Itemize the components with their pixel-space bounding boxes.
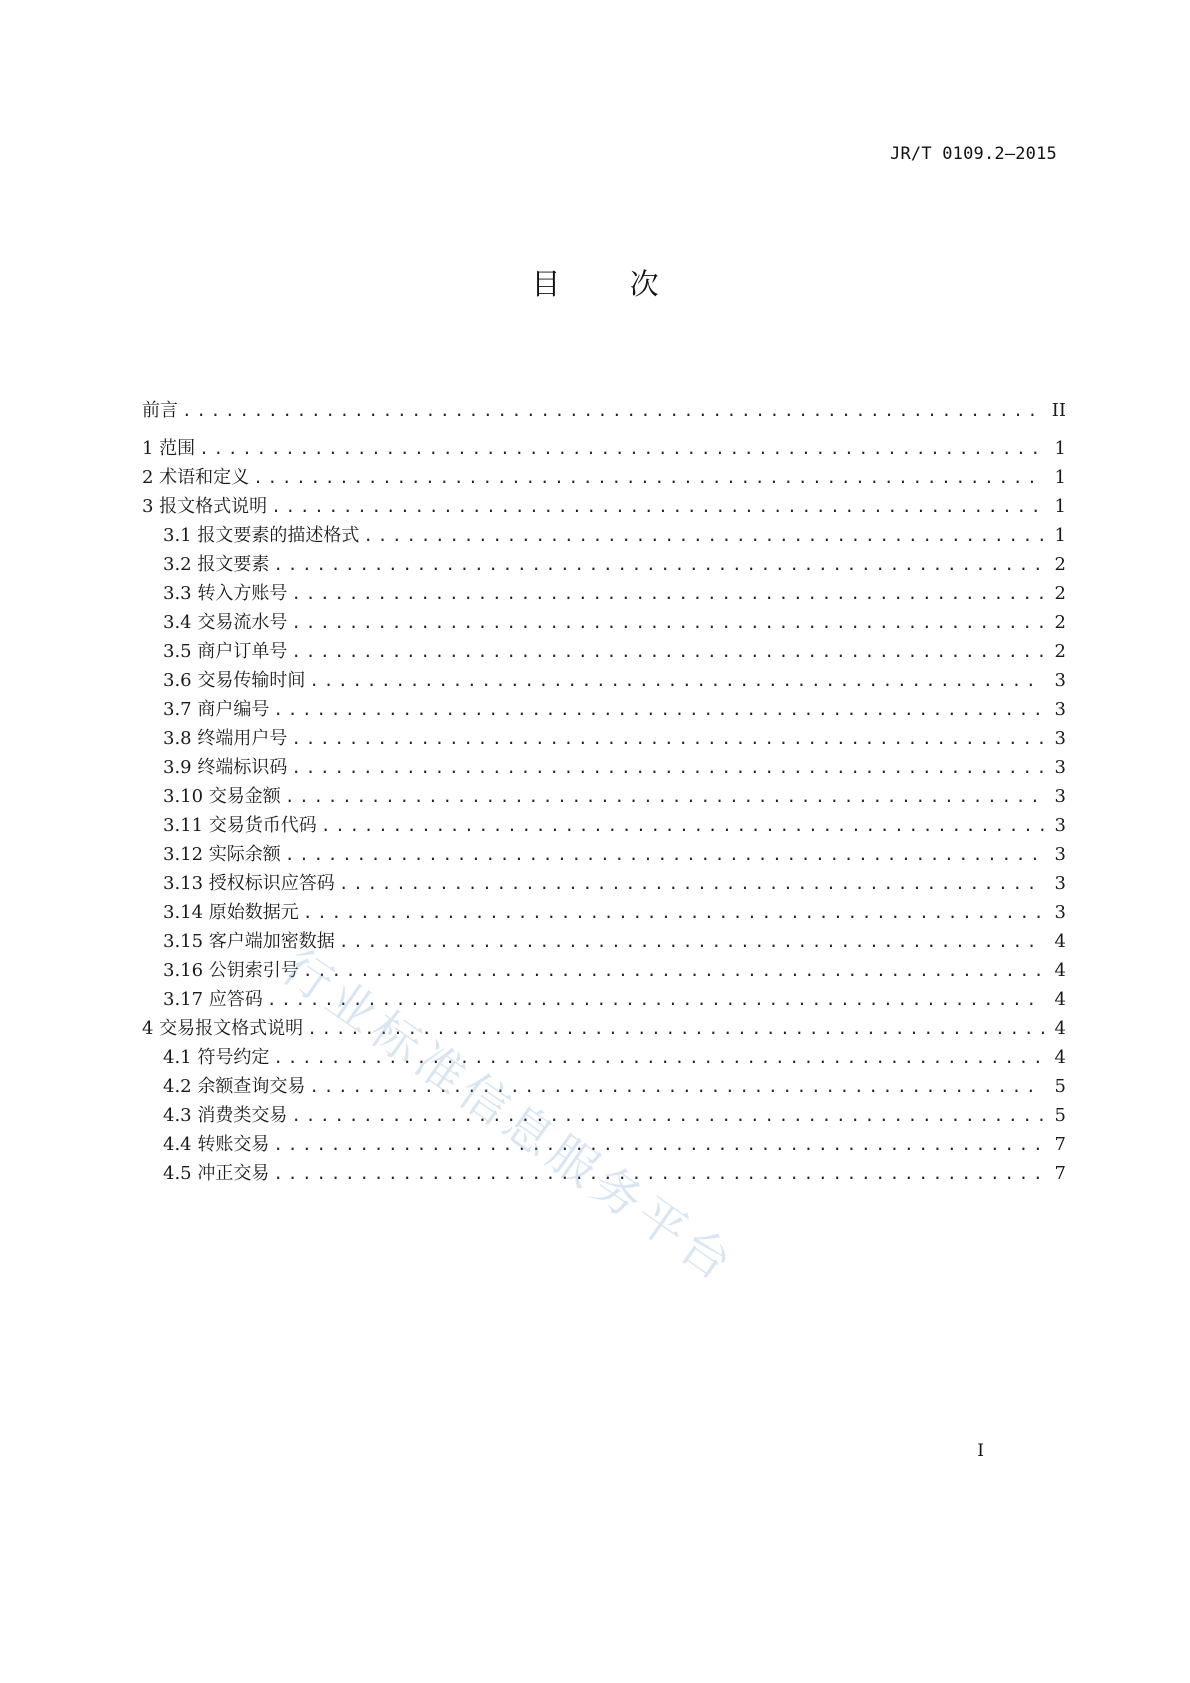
toc-entry-page: 3 bbox=[1054, 844, 1066, 865]
toc-entry[interactable] bbox=[142, 1014, 1066, 1044]
toc-entry-page: 3 bbox=[1054, 728, 1066, 749]
toc-entry[interactable] bbox=[142, 869, 1066, 899]
toc-entry-page: 3 bbox=[1054, 786, 1066, 807]
toc-entry-page: 3 bbox=[1054, 873, 1066, 894]
toc-entry[interactable] bbox=[142, 811, 1066, 841]
toc-entry-label: 4.1 符号约定 bbox=[163, 1047, 270, 1068]
toc-entry-label: 3.8 终端用户号 bbox=[163, 728, 288, 749]
toc-entry-page: 4 bbox=[1054, 1047, 1066, 1068]
toc-dot-leader bbox=[291, 608, 1044, 638]
toc-entry[interactable] bbox=[142, 521, 1066, 551]
toc-entry[interactable] bbox=[142, 898, 1066, 928]
toc-dot-leader bbox=[273, 550, 1044, 580]
page-title: 目 次 bbox=[531, 267, 689, 301]
toc-entry-page: 2 bbox=[1054, 583, 1066, 604]
toc-entry-page: 2 bbox=[1054, 554, 1066, 575]
toc-dot-leader bbox=[303, 898, 1044, 928]
toc-entry-page: 5 bbox=[1054, 1105, 1066, 1126]
toc-dot-leader bbox=[291, 753, 1044, 783]
toc-entry[interactable] bbox=[142, 1159, 1066, 1189]
toc-dot-leader bbox=[339, 927, 1044, 957]
toc-entry-label: 3 报文格式说明 bbox=[142, 496, 268, 517]
toc-entry-page: 4 bbox=[1054, 960, 1066, 981]
toc-entry-label: 4 交易报文格式说明 bbox=[142, 1018, 304, 1039]
toc-entry-page: 7 bbox=[1054, 1134, 1066, 1155]
toc-entry-label: 4.3 消费类交易 bbox=[163, 1105, 288, 1126]
toc-entry-label: 3.5 商户订单号 bbox=[163, 641, 288, 662]
toc-dot-leader bbox=[363, 521, 1044, 551]
toc-entry-page: 5 bbox=[1054, 1076, 1066, 1097]
toc-entry-page: 3 bbox=[1054, 670, 1066, 691]
toc-entry[interactable] bbox=[142, 695, 1066, 725]
toc-entry-label: 4.5 冲正交易 bbox=[163, 1163, 270, 1184]
toc-entry[interactable] bbox=[142, 463, 1066, 493]
toc-entry[interactable] bbox=[142, 550, 1066, 580]
toc-entry-label: 3.12 实际余额 bbox=[163, 844, 281, 865]
toc-dot-leader bbox=[291, 1101, 1044, 1131]
toc-entry-label: 3.6 交易传输时间 bbox=[163, 670, 306, 691]
toc-dot-leader bbox=[199, 434, 1044, 464]
toc-entry-label: 3.9 终端标识码 bbox=[163, 757, 288, 778]
standard-code: JR/T 0109.2—2015 bbox=[890, 144, 1057, 164]
toc-entry-page: 4 bbox=[1054, 989, 1066, 1010]
toc-entry-page: 1 bbox=[1054, 525, 1066, 546]
toc-entry-label: 3.11 交易货币代码 bbox=[163, 815, 317, 836]
toc-entry-label: 4.4 转账交易 bbox=[163, 1134, 270, 1155]
page-number: I bbox=[977, 1441, 984, 1461]
toc-entry-page: 7 bbox=[1054, 1163, 1066, 1184]
toc-dot-leader bbox=[182, 396, 1044, 426]
toc-entry-label: 1 范围 bbox=[142, 438, 196, 459]
toc-dot-leader bbox=[303, 956, 1044, 986]
toc-entry-label: 3.2 报文要素 bbox=[163, 554, 270, 575]
toc-entry-label: 3.13 授权标识应答码 bbox=[163, 873, 335, 894]
toc-entry[interactable] bbox=[142, 956, 1066, 986]
toc-entry-label: 4.2 余额查询交易 bbox=[163, 1076, 306, 1097]
toc-entry-page: II bbox=[1051, 400, 1066, 421]
watermark: 行业标准信息服务平台 bbox=[271, 939, 747, 1295]
toc-entry[interactable] bbox=[142, 927, 1066, 957]
toc-entry-label: 3.1 报文要素的描述格式 bbox=[163, 525, 360, 546]
toc-dot-leader bbox=[307, 1014, 1044, 1044]
toc-entry[interactable] bbox=[142, 753, 1066, 783]
toc-dot-leader bbox=[309, 666, 1044, 696]
toc-dot-leader bbox=[291, 637, 1044, 667]
toc-entry-label: 前言 bbox=[142, 400, 178, 421]
toc-dot-leader bbox=[273, 1043, 1044, 1073]
toc-entry-label: 3.10 交易金额 bbox=[163, 786, 281, 807]
toc-entry[interactable] bbox=[142, 840, 1066, 870]
toc-entry-page: 4 bbox=[1054, 931, 1066, 952]
toc-entry[interactable] bbox=[142, 492, 1066, 522]
toc-entry-page: 3 bbox=[1054, 902, 1066, 923]
toc-dot-leader bbox=[339, 869, 1044, 899]
toc-entry[interactable] bbox=[142, 434, 1066, 464]
toc-dot-leader bbox=[291, 579, 1044, 609]
toc-dot-leader bbox=[253, 463, 1044, 493]
toc-entry[interactable] bbox=[142, 985, 1066, 1015]
toc-dot-leader bbox=[309, 1072, 1044, 1102]
toc-entry[interactable] bbox=[142, 1072, 1066, 1102]
toc-entry[interactable] bbox=[142, 396, 1066, 426]
toc-entry-page: 2 bbox=[1054, 612, 1066, 633]
toc-entry-label: 3.15 客户端加密数据 bbox=[163, 931, 335, 952]
toc-dot-leader bbox=[291, 724, 1044, 754]
toc-entry-page: 1 bbox=[1054, 496, 1066, 517]
toc-entry-label: 3.3 转入方账号 bbox=[163, 583, 288, 604]
toc-entry-label: 3.17 应答码 bbox=[163, 989, 263, 1010]
toc-dot-leader bbox=[267, 985, 1044, 1015]
toc-entry-page: 2 bbox=[1054, 641, 1066, 662]
toc-entry-label: 3.14 原始数据元 bbox=[163, 902, 299, 923]
toc-dot-leader bbox=[285, 782, 1044, 812]
toc-entry[interactable] bbox=[142, 637, 1066, 667]
toc-dot-leader bbox=[273, 1130, 1044, 1160]
toc-entry[interactable] bbox=[142, 1101, 1066, 1131]
toc-entry[interactable] bbox=[142, 666, 1066, 696]
toc-entry[interactable] bbox=[142, 1130, 1066, 1160]
toc-entry-page: 3 bbox=[1054, 815, 1066, 836]
toc-entry-page: 4 bbox=[1054, 1018, 1066, 1039]
toc-entry-page: 1 bbox=[1054, 438, 1066, 459]
toc-entry[interactable] bbox=[142, 1043, 1066, 1073]
toc-entry-label: 3.16 公钥索引号 bbox=[163, 960, 299, 981]
toc-entry-label: 3.4 交易流水号 bbox=[163, 612, 288, 633]
toc-dot-leader bbox=[273, 695, 1044, 725]
toc-entry[interactable] bbox=[142, 782, 1066, 812]
toc-dot-leader bbox=[321, 811, 1044, 841]
toc-dot-leader bbox=[285, 840, 1044, 870]
toc-dot-leader bbox=[271, 492, 1044, 522]
toc-entry-page: 3 bbox=[1054, 757, 1066, 778]
toc-dot-leader bbox=[273, 1159, 1044, 1189]
toc-entry[interactable] bbox=[142, 579, 1066, 609]
toc-entry-label: 3.7 商户编号 bbox=[163, 699, 270, 720]
toc-entry[interactable] bbox=[142, 724, 1066, 754]
toc-entry-page: 3 bbox=[1054, 699, 1066, 720]
toc-entry[interactable] bbox=[142, 608, 1066, 638]
toc-entry-page: 1 bbox=[1054, 467, 1066, 488]
toc-entry-label: 2 术语和定义 bbox=[142, 467, 250, 488]
